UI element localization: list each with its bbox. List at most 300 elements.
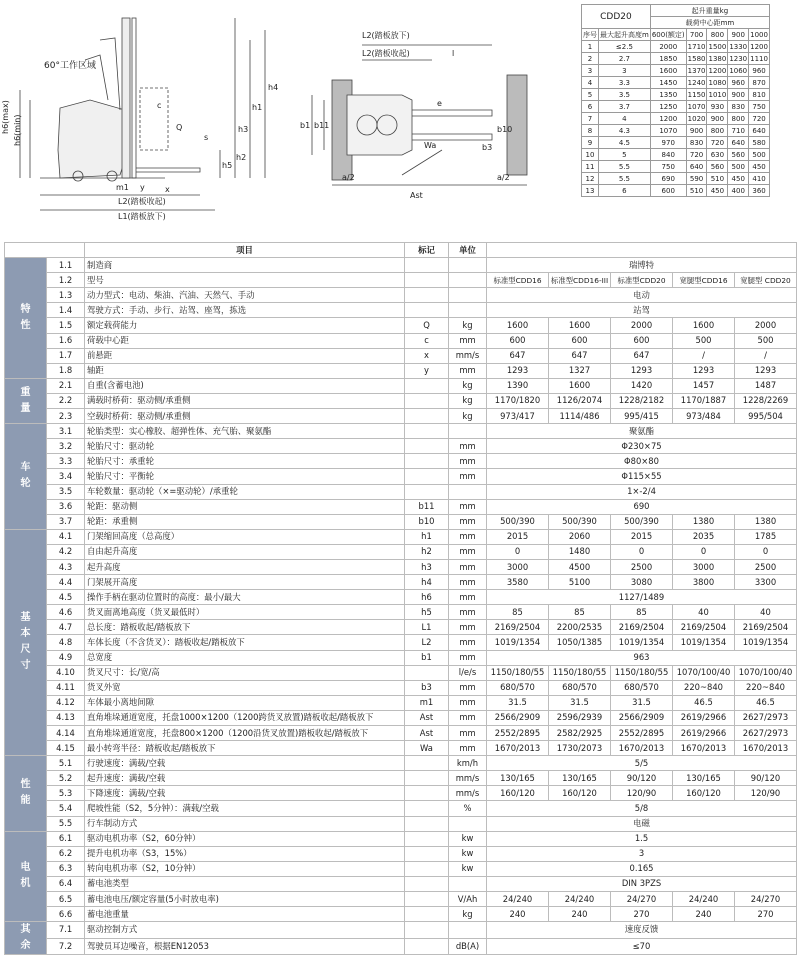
load-cell: 6	[599, 185, 651, 197]
row-item: 货叉面离地高度（货叉最低时）	[85, 605, 405, 620]
row-mark	[405, 288, 449, 303]
value-cell: 85	[487, 605, 549, 620]
drawing-area	[0, 0, 800, 240]
value-span: 聚氨酯	[487, 424, 797, 439]
value-cell: 1228/2269	[735, 393, 797, 408]
row-item: 满载时桥荷：驱动侧/承重侧	[85, 393, 405, 408]
row-mark: c	[405, 333, 449, 348]
row-item: 车体长度（不含货叉）：踏板收起/踏板放下	[85, 635, 405, 650]
row-number: 5.3	[47, 786, 85, 801]
row-number: 3.6	[47, 499, 85, 514]
load-cell: 750	[749, 101, 770, 113]
load-cell: 410	[749, 173, 770, 185]
row-item: 驾驶员耳边噪音，根据EN12053	[85, 938, 405, 955]
category-char: 性	[20, 779, 31, 791]
value-cell: 2500	[735, 559, 797, 574]
row-mark	[405, 892, 449, 907]
value-cell: 680/570	[487, 680, 549, 695]
value-cell: 160/120	[487, 786, 549, 801]
load-cell: 2.7	[599, 53, 651, 65]
load-cell: 1250	[650, 101, 686, 113]
value-span: 5/8	[487, 801, 797, 816]
row-number: 1.8	[47, 363, 85, 378]
load-cell: 1230	[729, 54, 748, 63]
category-6	[5, 922, 47, 955]
row-mark	[405, 469, 449, 484]
load-col-center: 700	[686, 29, 707, 41]
row-number: 1.2	[47, 273, 85, 288]
row-number: 6.3	[47, 861, 85, 876]
value-cell: 500/390	[549, 514, 611, 529]
value-cell: 500/390	[611, 514, 673, 529]
value-cell: 1293	[673, 363, 735, 378]
load-row	[582, 53, 770, 65]
spec-row	[5, 258, 797, 273]
row-unit: mm	[449, 544, 487, 559]
value-cell: 24/240	[487, 892, 549, 907]
row-item: 空载时桥荷：驱动侧/承重侧	[85, 409, 405, 424]
row-mark: b10	[405, 514, 449, 529]
spec-row	[5, 605, 797, 620]
load-header-sub: 载荷中心距mm	[650, 17, 769, 29]
header-item: 项目	[85, 243, 405, 258]
value-cell: 1487	[735, 378, 797, 393]
category-char: 车	[20, 462, 31, 474]
row-number: 2.2	[47, 393, 85, 408]
label-h6max: h6(max)	[1, 100, 10, 134]
spec-row	[5, 680, 797, 695]
row-unit: mm	[449, 726, 487, 741]
row-number: 4.8	[47, 635, 85, 650]
label-b11: b11	[314, 121, 330, 130]
load-head-row	[582, 5, 770, 17]
load-row	[582, 161, 770, 173]
row-unit: kg	[449, 318, 487, 333]
load-row	[582, 77, 770, 89]
row-unit: kw	[449, 861, 487, 876]
category-2	[5, 424, 47, 530]
value-span: 963	[487, 650, 797, 665]
value-cell: 3580	[487, 575, 549, 590]
value-cell: 3300	[735, 575, 797, 590]
category-char: 能	[20, 795, 31, 807]
value-cell: 24/270	[735, 892, 797, 907]
value-cell: 2596/2939	[549, 710, 611, 725]
spec-row	[5, 710, 797, 725]
row-number: 7.2	[47, 938, 85, 955]
value-cell: 680/570	[611, 680, 673, 695]
row-unit: V/Ah	[449, 892, 487, 907]
value-cell: 2627/2973	[735, 710, 797, 725]
row-number: 5.1	[47, 756, 85, 771]
value-span: 1.5	[487, 831, 797, 846]
value-cell: 2200/2535	[549, 620, 611, 635]
row-unit: mm	[449, 363, 487, 378]
load-cell: 450	[707, 185, 728, 197]
spec-row	[5, 876, 797, 891]
spec-row	[5, 741, 797, 756]
label-Q: Q	[176, 123, 183, 132]
value-cell: 680/570	[549, 680, 611, 695]
load-cell: 640	[686, 161, 707, 173]
value-cell: 2060	[549, 529, 611, 544]
label-b3: b3	[482, 143, 493, 152]
value-span: Φ230×75	[487, 439, 797, 454]
top-view-diagram	[292, 0, 572, 232]
value-cell: 46.5	[673, 695, 735, 710]
load-cell: 1200	[650, 113, 686, 125]
value-cell: 973/484	[673, 409, 735, 424]
load-cell: 1240	[687, 78, 706, 87]
load-cell: 690	[650, 173, 686, 185]
row-item: 货叉尺寸：长/宽/高	[85, 665, 405, 680]
spec-row	[5, 348, 797, 363]
value-span: 1127/1489	[487, 590, 797, 605]
load-cell: 1500	[708, 42, 727, 51]
row-unit: kg	[449, 907, 487, 922]
row-number: 3.4	[47, 469, 85, 484]
load-row	[582, 89, 770, 101]
spec-row	[5, 861, 797, 876]
value-cell: 130/165	[487, 771, 549, 786]
row-unit: mm	[449, 590, 487, 605]
value-cell: 1070/100/40	[673, 665, 735, 680]
load-cell: 930	[707, 101, 728, 113]
row-unit	[449, 303, 487, 318]
load-cell: 3	[599, 65, 651, 77]
header-unit: 单位	[449, 243, 487, 258]
value-cell: 2169/2504	[735, 620, 797, 635]
value-cell: 1600	[549, 378, 611, 393]
row-mark	[405, 756, 449, 771]
row-item: 直角堆垛通道宽度，托盘1000×1200（1200跨货叉放置)踏板收起/踏板放下	[85, 710, 405, 725]
load-cell: 6	[582, 101, 599, 113]
value-cell: 120/90	[735, 786, 797, 801]
spec-row	[5, 529, 797, 544]
load-row	[582, 101, 770, 113]
value-cell: 1390	[487, 378, 549, 393]
spec-row	[5, 771, 797, 786]
row-mark	[405, 454, 449, 469]
value-cell: 995/504	[735, 409, 797, 424]
load-cell: 10	[582, 149, 599, 161]
value-cell: 2619/2966	[673, 710, 735, 725]
row-mark	[405, 771, 449, 786]
value-cell: 2169/2504	[487, 620, 549, 635]
spec-row	[5, 756, 797, 771]
spec-row	[5, 378, 797, 393]
row-mark	[405, 876, 449, 891]
row-mark: h1	[405, 529, 449, 544]
row-unit: mm	[449, 620, 487, 635]
model-name: 标准型CDD20	[611, 273, 673, 288]
header-models-blank	[487, 243, 797, 258]
row-unit	[449, 288, 487, 303]
row-mark	[405, 393, 449, 408]
row-unit: mm	[449, 650, 487, 665]
row-mark: L1	[405, 620, 449, 635]
row-mark	[405, 846, 449, 861]
row-number: 4.14	[47, 726, 85, 741]
row-mark	[405, 484, 449, 499]
value-cell: 2619/2966	[673, 726, 735, 741]
load-cell: 1070	[687, 102, 706, 111]
row-unit	[449, 876, 487, 891]
load-col-center: 1000	[750, 30, 768, 39]
value-cell: 500	[735, 333, 797, 348]
row-mark: x	[405, 348, 449, 363]
load-cell: 2	[582, 53, 599, 65]
value-cell: 270	[735, 907, 797, 922]
row-item: 行驶速度：满载/空载	[85, 756, 405, 771]
value-cell: 0	[673, 544, 735, 559]
label-x: x	[165, 185, 170, 194]
spec-row	[5, 650, 797, 665]
spec-row	[5, 665, 797, 680]
load-cell: 1850	[650, 53, 686, 65]
spec-row	[5, 846, 797, 861]
load-cell: 510	[707, 173, 728, 185]
load-cell: 1200	[750, 42, 768, 51]
model-name: 宽腿型 CDD20	[735, 273, 797, 288]
row-number: 4.5	[47, 590, 85, 605]
value-cell: 973/417	[487, 409, 549, 424]
label-b1: b1	[300, 121, 311, 130]
load-cell: 580	[749, 137, 770, 149]
row-number: 3.3	[47, 454, 85, 469]
value-cell: 2015	[487, 529, 549, 544]
row-unit: mm	[449, 695, 487, 710]
value-cell: 1150/180/55	[549, 665, 611, 680]
category-char: 轮	[20, 478, 31, 490]
value-cell: 995/415	[611, 409, 673, 424]
row-item: 轮胎尺寸：承重轮	[85, 454, 405, 469]
load-cell: 1060	[729, 66, 748, 75]
spec-row	[5, 363, 797, 378]
value-cell: 1730/2073	[549, 741, 611, 756]
load-col-row	[582, 29, 770, 41]
row-item: 型号	[85, 273, 405, 288]
row-mark: h6	[405, 590, 449, 605]
row-item: 总宽度	[85, 650, 405, 665]
load-cell: 360	[749, 185, 770, 197]
row-number: 4.11	[47, 680, 85, 695]
value-cell: 0	[735, 544, 797, 559]
value-cell: 1019/1354	[735, 635, 797, 650]
label-a2-right: a/2	[497, 173, 510, 182]
row-item: 起升高度	[85, 559, 405, 574]
value-cell: 3000	[487, 559, 549, 574]
row-number: 1.1	[47, 258, 85, 273]
row-unit: mm	[449, 605, 487, 620]
load-cell: 12	[582, 173, 599, 185]
value-cell: 220~840	[673, 680, 735, 695]
row-number: 7.1	[47, 922, 85, 939]
value-cell: 85	[549, 605, 611, 620]
spec-row	[5, 892, 797, 907]
row-item: 制造商	[85, 258, 405, 273]
value-cell: 1420	[611, 378, 673, 393]
spec-row	[5, 318, 797, 333]
load-cell: 1370	[687, 66, 706, 75]
load-col-center: 900	[728, 29, 749, 41]
load-col-height: 最大起升高度m	[600, 30, 649, 39]
spec-row	[5, 907, 797, 922]
row-item: 总长度：踏板收起/踏板放下	[85, 620, 405, 635]
load-row	[582, 149, 770, 161]
value-cell: 600	[549, 333, 611, 348]
value-cell: 2169/2504	[611, 620, 673, 635]
spec-row	[5, 393, 797, 408]
row-number: 4.13	[47, 710, 85, 725]
load-cell: 7	[582, 113, 599, 125]
row-mark: h4	[405, 575, 449, 590]
row-mark	[405, 816, 449, 831]
value-cell: 90/120	[735, 771, 797, 786]
row-number: 4.15	[47, 741, 85, 756]
row-unit: kw	[449, 831, 487, 846]
load-cell: 830	[686, 137, 707, 149]
value-cell: 2552/2895	[487, 726, 549, 741]
load-cell: 1	[582, 41, 599, 53]
value-cell: 24/240	[549, 892, 611, 907]
value-cell: 160/120	[673, 786, 735, 801]
spec-row	[5, 801, 797, 816]
load-cell: 1600	[650, 65, 686, 77]
load-cell: 1020	[687, 114, 706, 123]
row-mark	[405, 409, 449, 424]
category-char: 性	[20, 319, 31, 331]
load-col-600: 600(额定)	[651, 30, 685, 39]
row-unit: mm	[449, 333, 487, 348]
row-mark	[405, 439, 449, 454]
load-cell: 630	[707, 149, 728, 161]
header-blank	[5, 243, 85, 258]
value-cell: 1228/2182	[611, 393, 673, 408]
load-cell: 1450	[650, 77, 686, 89]
category-0	[5, 258, 47, 379]
row-unit	[449, 484, 487, 499]
label-c: c	[157, 101, 162, 110]
load-cell: 1200	[708, 66, 727, 75]
load-cell: 870	[749, 77, 770, 89]
label-L1-down: L1(踏板放下)	[118, 212, 166, 221]
label-a2-left: a/2	[342, 173, 355, 182]
row-item: 自重(含蓄电池)	[85, 378, 405, 393]
load-cell: 5	[582, 89, 599, 101]
row-number: 1.4	[47, 303, 85, 318]
label-L2-stowed: L2(踏板收起)	[118, 197, 166, 206]
load-cell: 4	[599, 113, 651, 125]
category-char: 基	[20, 612, 31, 624]
load-row	[582, 113, 770, 125]
value-cell: 31.5	[611, 695, 673, 710]
value-cell: 0	[487, 544, 549, 559]
model-name: 标准型CDD16	[487, 273, 549, 288]
load-cell: 750	[650, 161, 686, 173]
row-item: 轮胎类型：实心橡胶、超弹性体、充气胎、聚氨酯	[85, 424, 405, 439]
load-cell: 450	[749, 161, 770, 173]
row-item: 车体最小离地间隙	[85, 695, 405, 710]
load-row	[582, 41, 770, 53]
row-number: 4.6	[47, 605, 85, 620]
row-unit: mm/s	[449, 771, 487, 786]
row-number: 5.5	[47, 816, 85, 831]
row-item: 轮距：驱动侧	[85, 499, 405, 514]
row-item: 起升速度：满载/空载	[85, 771, 405, 786]
row-unit: mm	[449, 710, 487, 725]
label-h5: h5	[222, 161, 233, 170]
row-number: 3.1	[47, 424, 85, 439]
category-char: 尺	[20, 644, 31, 656]
row-mark: y	[405, 363, 449, 378]
load-cell: 970	[650, 137, 686, 149]
row-number: 1.3	[47, 288, 85, 303]
row-item: 轮距：承重侧	[85, 514, 405, 529]
row-unit: km/h	[449, 756, 487, 771]
row-number: 6.6	[47, 907, 85, 922]
row-mark: h2	[405, 544, 449, 559]
row-number: 6.5	[47, 892, 85, 907]
row-mark	[405, 273, 449, 288]
header-mark: 标记	[405, 243, 449, 258]
value-cell: 220~840	[735, 680, 797, 695]
label-h1: h1	[252, 103, 263, 112]
value-cell: /	[673, 348, 735, 363]
value-cell: 1019/1354	[611, 635, 673, 650]
row-item: 蓄电池重量	[85, 907, 405, 922]
label-h3: h3	[238, 125, 249, 134]
label-l: l	[452, 49, 455, 58]
spec-table	[4, 242, 797, 955]
label-y: y	[140, 183, 145, 192]
category-char: 寸	[20, 660, 31, 672]
value-cell: 1293	[611, 363, 673, 378]
load-cell: 840	[650, 149, 686, 161]
value-cell: 1380	[735, 514, 797, 529]
row-item: 额定载荷能力	[85, 318, 405, 333]
value-span: 站驾	[487, 303, 797, 318]
row-mark	[405, 378, 449, 393]
row-unit: mm	[449, 741, 487, 756]
spec-row	[5, 635, 797, 650]
label-s: s	[204, 133, 209, 142]
row-mark	[405, 801, 449, 816]
value-span: 3	[487, 846, 797, 861]
load-cell: 600	[650, 185, 686, 197]
label-L2-down: L2(踏板放下)	[362, 31, 410, 40]
spec-row	[5, 816, 797, 831]
load-cell: 900	[707, 113, 728, 125]
value-cell: 2000	[611, 318, 673, 333]
value-cell: 2566/2909	[611, 710, 673, 725]
spec-row	[5, 590, 797, 605]
load-row	[582, 65, 770, 77]
value-cell: 130/165	[549, 771, 611, 786]
load-cell: 1010	[708, 90, 727, 99]
value-span: 电动	[487, 288, 797, 303]
row-unit: mm/s	[449, 786, 487, 801]
row-unit: kw	[449, 846, 487, 861]
label-e: e	[437, 99, 442, 108]
load-col-no: 序号	[583, 30, 597, 39]
row-number: 3.2	[47, 439, 85, 454]
value-cell: 1670/2013	[673, 741, 735, 756]
category-char: 重	[20, 386, 31, 398]
load-cell: 900	[686, 125, 707, 137]
row-item: 下降速度：满载/空载	[85, 786, 405, 801]
row-unit: l/e/s	[449, 665, 487, 680]
